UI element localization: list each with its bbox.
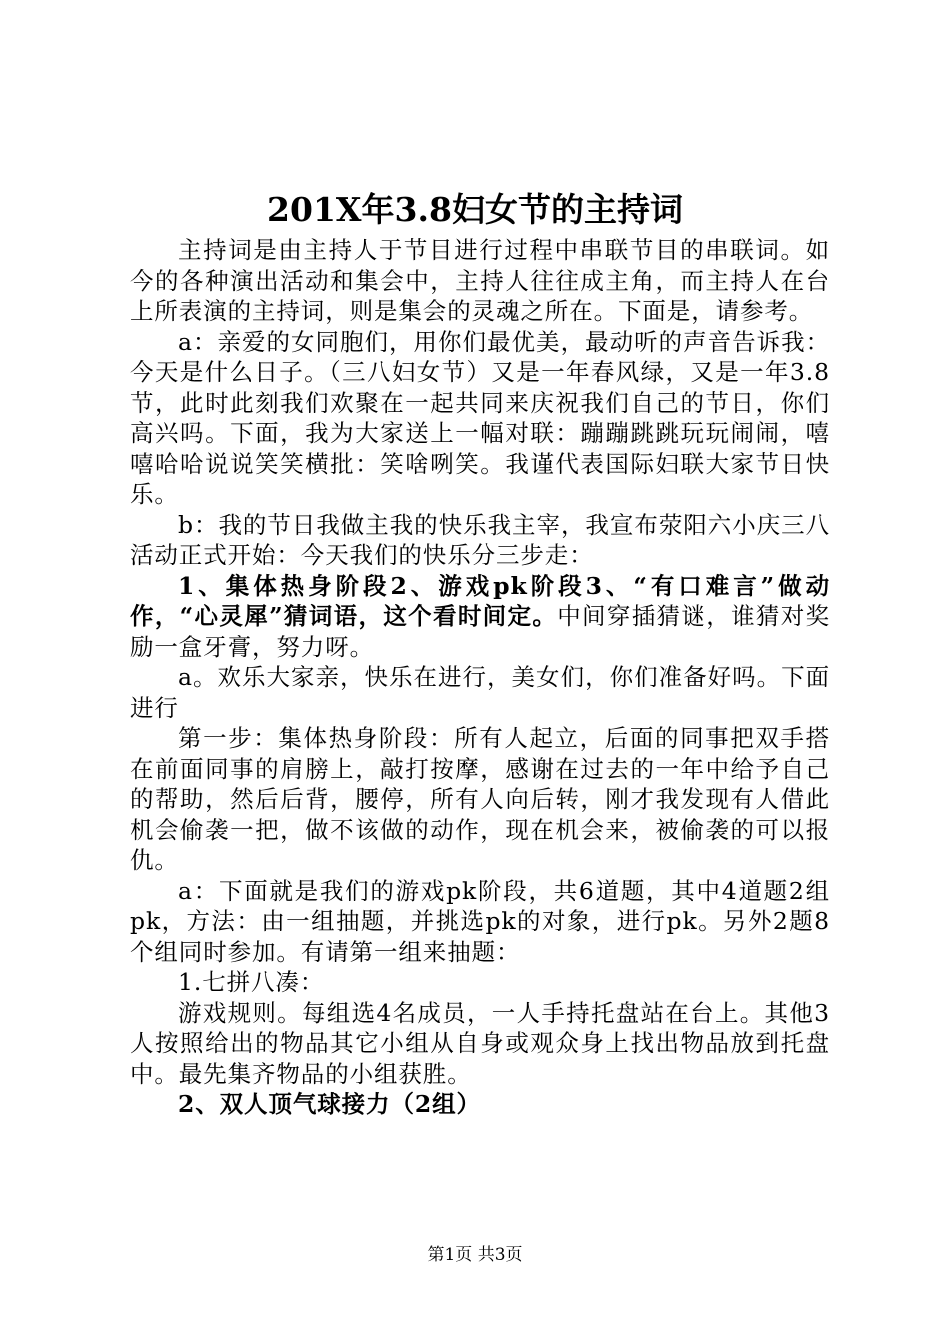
paragraph-agenda — [130, 571, 830, 663]
paragraph-step-one — [130, 723, 830, 876]
document-title: 201X年3.8妇女节的主持词 — [267, 190, 683, 229]
paragraph-game-pk — [130, 876, 830, 968]
paragraph-text: a。欢乐大家亲，快乐在进行，美女们，你们准备好吗。下面进行 — [130, 663, 830, 722]
paragraph-intro — [130, 235, 830, 327]
paragraph-text: 主持词是由主持人于节目进行过程中串联节目的串联词。如今的各种演出活动和集会中，主持人往往成主角，而主持人在台上所表演的主持词，则是集会的灵魂之所在。下面是，请参考。 — [130, 236, 830, 325]
page-number: 第1页 共3页 — [427, 1245, 523, 1265]
paragraph-text: 中间穿插猜谜，谁猜对奖励一盒牙膏，努力呀。 — [130, 602, 831, 661]
paragraph-text: 游戏规则。每组选4名成员，一人手持托盘站在台上。其他3人按照给出的物品其它小组从自身或观众身上找出物品放到托盘中。最先集齐物品的小组获胜。 — [130, 998, 830, 1088]
paragraph-text: b：我的节日我做主我的快乐我主宰，我宣布荥阳六小庆三八活动正式开始：今天我们的快乐分三步走： — [130, 510, 830, 569]
paragraph-bold-text: 2、双人顶气球接力（2组） — [178, 1090, 481, 1118]
document-body — [130, 235, 830, 1120]
paragraph-game-1-rules — [130, 998, 830, 1090]
paragraph-text: a：亲爱的女同胞们，用你们最优美，最动听的声音告诉我：今天是什么日子。（三八妇女节）又是一年春风绿，又是一年3.8节，此时此刻我们欢聚在一起共同来庆祝我们自己的节日，你们高兴吗。下面，我为大家送上一幅对联：蹦蹦跳跳玩玩闹闹，嘻嘻哈哈说说笑笑横批：笑啥咧笑。我谨代表国际妇联大家节日快乐。 — [130, 327, 830, 508]
paragraph-text: a：下面就是我们的游戏pk阶段，共6道题，其中4道题2组pk，方法：由一组抽题，并挑选pk的对象，进行pk。另外2题8个组同时参加。有请第一组来抽题： — [130, 876, 830, 966]
paragraph-game-2-title — [130, 1089, 830, 1120]
paragraph-text: 第一步：集体热身阶段：所有人起立，后面的同事把双手搭在前面同事的肩膀上，敲打按摩，感谢在过去的一年中给予自己的帮助，然后后背，腰停，所有人向后转，刚才我发现有人借此机会偷袭一把，做不该做的动作，现在机会来，被偷袭的可以报仇。 — [130, 724, 830, 874]
paragraph-host-b-announce — [130, 510, 830, 571]
paragraph-text: 1.七拼八凑： — [178, 968, 325, 996]
paragraph-host-a-opening — [130, 327, 830, 510]
paragraph-host-a-transition — [130, 662, 830, 723]
paragraph-game-1-title — [130, 967, 830, 998]
paragraph-bold-text: 1、集体热身阶段2、游戏pk阶段3、“有口难言”做动作，“心灵犀”猜词语，这个看时间定。 — [130, 571, 830, 630]
